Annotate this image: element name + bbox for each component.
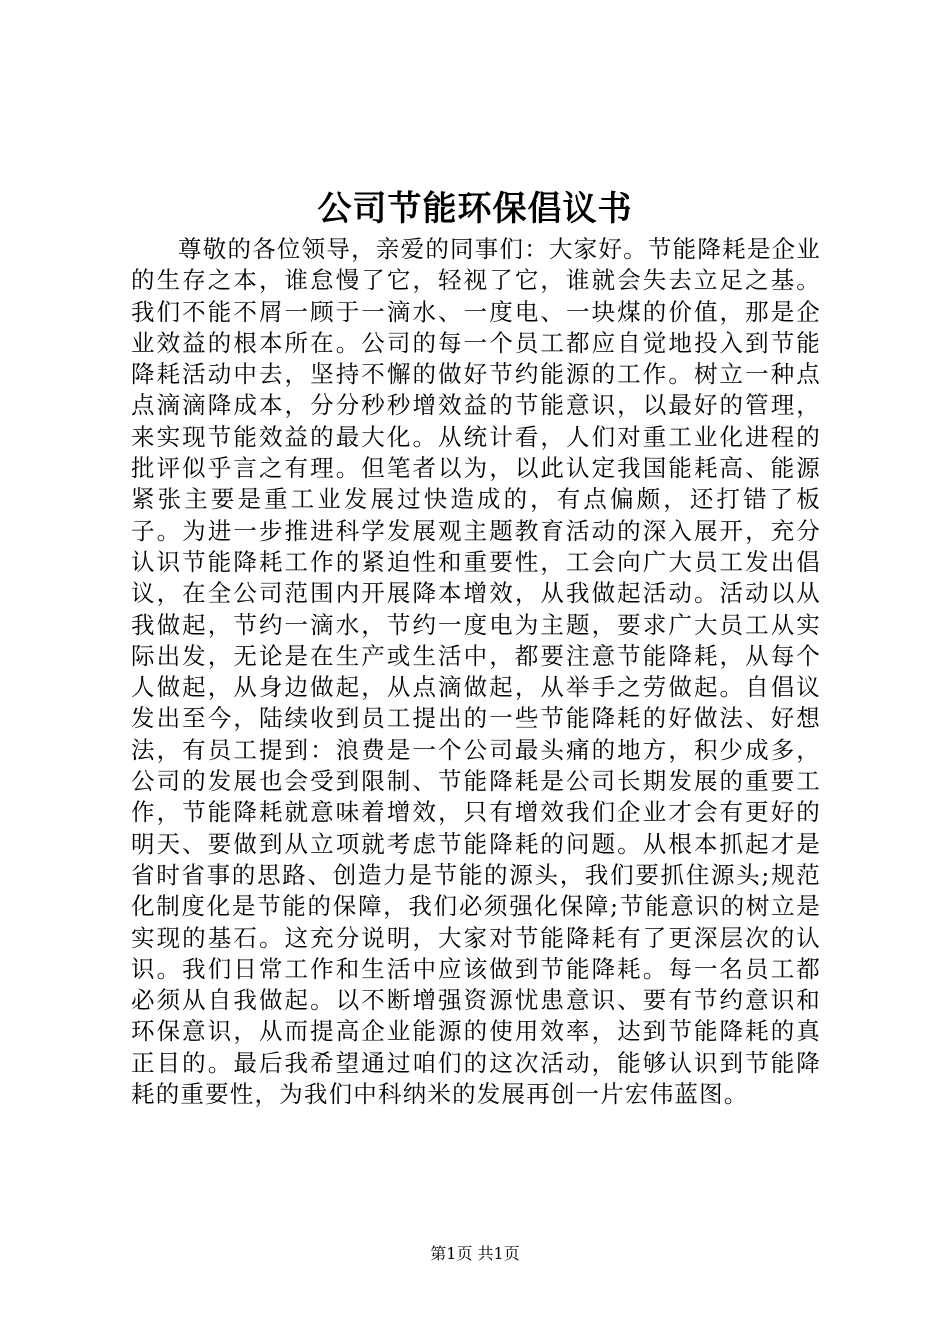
document-title: 公司节能环保倡议书 xyxy=(317,189,633,229)
document-body: 尊敬的各位领导，亲爱的同事们：大家好。节能降耗是企业的生存之本，谁怠慢了它，轻视了它，谁就会失去立足之基。我们不能不屑一顾于一滴水、一度电、一块煤的价值，那是企业效益的根本所在。公司的每一个员工都应自觉地投入到节能降耗活动中去，坚持不懈的做好节约能源的工作。树立一种点点滴滴降成本，分分秒秒增效益的节能意识，以最好的管理，来实现节能效益的最大化。从统计看，人们对重工业化进程的批评似乎言之有理。但笔者以为，以此认定我国能耗高、能源紧张主要是重工业发展过快造成的，有点偏颇，还打错了板子。为进一步推进科学发展观主题教育活动的深入展开，充分认识节能降耗工作的紧迫性和重要性，工会向广大员工发出倡议，在全公司范围内开展降本增效，从我做起活动。活动以从我做起，节约一滴水，节约一度电为主题，要求广大员工从实际出发，无论是在生产或生活中，都要注意节能降耗，从每个人做起，从身边做起，从点滴做起，从举手之劳做起。自倡议发出至今，陆续收到员工提出的一些节能降耗的好做法、好想法，有员工提到：浪费是一个公司最头痛的地方，积少成多，公司的发展也会受到限制、节能降耗是公司长期发展的重要工作，节能降耗就意味着增效，只有增效我们企业才会有更好的明天、要做到从立项就考虑节能降耗的问题。从根本抓起才是省时省事的思路、创造力是节能的源头，我们要抓住源头;规范化制度化是节能的保障，我们必须强化保障;节能意识的树立是实现的基石。这充分说明，大家对节能降耗有了更深层次的认识。我们日常工作和生活中应该做到节能降耗。每一名员工都必须从自我做起。以不断增强资源忧患意识、要有节约意识和环保意识，从而提高企业能源的使用效率，达到节能降耗的真正目的。最后我希望通过咱们的这次活动，能够认识到节能降耗的重要性，为我们中科纳米的发展再创一片宏伟蓝图。 xyxy=(131,235,821,1109)
page-number-footer: 第1页 共1页 xyxy=(430,1244,520,1263)
